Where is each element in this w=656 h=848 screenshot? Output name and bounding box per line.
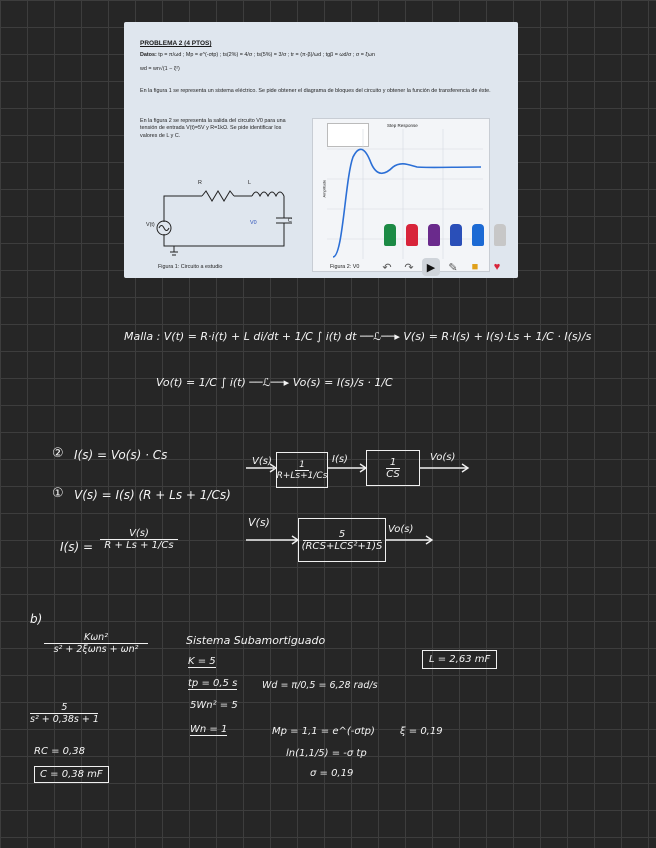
eq-1: V(s) = I(s) (R + Ls + 1/Cs) [74,488,231,502]
part-b-label: b) [30,612,43,626]
k-equation: K = 5 [188,656,216,667]
redo-icon[interactable]: ↷ [404,261,414,274]
label-vt: V(t) [146,222,155,228]
inductor-symbol [252,192,284,196]
step-response-plot [312,118,490,272]
is-fraction [100,528,178,551]
tf-5-den: s² + 0,38s + 1 [30,714,99,725]
bd1-block-1-den: R+Ls+1/Cs [276,470,328,481]
c-result-box: C = 0,38 mF [34,766,109,783]
label-l: L [248,180,251,186]
l-result-box: L = 2,63 mF [422,650,497,669]
wd-equation: Wd = π/0,5 = 6,28 rad/s [262,680,378,691]
marker-purple[interactable] [428,224,440,246]
general-tf [44,632,148,655]
eq-2-number: ② [52,446,64,461]
sigma-equation: σ = 0,19 [310,768,354,779]
rc-equation: RC = 0,38 [34,746,85,757]
plot-ylabel: Amplitude [321,179,327,198]
bd1-output: Vo(s) [430,452,456,463]
problem-statement-image [124,22,518,278]
bd2-block [298,518,386,562]
bd1-block-1-num: 1 [295,460,309,471]
marker-blue[interactable] [450,224,462,246]
datos-line-2: wd = wn√(1 − ξ²) [140,66,180,72]
bd1-intermediate: I(s) [332,454,348,465]
label-vo: V0 [250,220,257,226]
problem-title: PROBLEMA 2 (4 PTOS) [140,40,212,47]
bd1-block-2 [366,450,420,486]
tf-5 [30,702,99,725]
bd2-block-num: 5 [303,529,381,541]
label-c: C [288,218,292,224]
bd2-output: Vo(s) [388,524,414,535]
tf-5-num: 5 [30,702,98,714]
step-response-curve [313,119,489,271]
circuit-diagram [144,174,304,264]
system-type: Sistema Subamortiguado [186,634,326,647]
ln-equation: ln(1,1/5) = -σ tp [286,748,367,759]
is-numerator: V(s) [100,528,178,540]
eq-2: I(s) = Vo(s) · Cs [74,448,168,462]
undo-icon[interactable]: ↶ [382,261,392,274]
tp-equation: tp = 0,5 s [188,678,238,689]
is-denominator: R + Ls + 1/Cs [104,540,174,551]
paragraph-1: En la figura 1 se representa un sistema eléctrico. Se pide obtener el diagrama de bloques del circuito y obtener la función de transferencia de éste. [140,88,491,94]
bd1-block-2-num: 1 [386,457,400,469]
pen-icon[interactable]: ✎ [448,261,458,274]
label-r: R [198,180,202,186]
datos-formulas: tp = π/ωd ; Mp = e^(-σtp) ; ts(2%) = 4/σ ; ts(5%) = 3/σ ; tr = (π-β)/ωd ; tgβ = ωd/σ ; σ = ξωn [158,52,375,58]
general-tf-num: Kωn² [44,632,148,644]
marker-palette [382,222,516,248]
vo-equation: Vo(t) = 1/C ∫ i(t) ──ℒ──▸ Vo(s) = I(s)/s · 1/C [156,376,393,389]
is-lhs: I(s) = [60,540,94,554]
marker-lightblue[interactable] [472,224,484,246]
wn-equation: Wn = 1 [190,724,228,735]
drawing-toolbar [378,256,514,278]
marker-green[interactable] [384,224,396,246]
resistor-symbol [202,191,234,201]
bd1-input: V(s) [252,456,272,467]
bd2-input: V(s) [248,516,270,529]
plot-title: Step Response [387,123,418,128]
heart-icon[interactable]: ♥ [493,261,501,273]
figure-1-caption: Figura 1: Circuito a estudio [158,264,223,270]
eq-1-number: ① [52,486,64,501]
bd2-block-den: (RCS+LCS²+1)S [301,540,383,552]
mp-equation: Mp = 1,1 = e^(-σtp) [272,726,375,737]
marker-white[interactable] [494,224,506,246]
kwn-equation: 5Wn² = 5 [190,700,238,711]
datos-line-1 [140,52,510,59]
bd1-block-1 [276,452,328,488]
marker-red[interactable] [406,224,418,246]
pointer-icon[interactable]: ▶ [422,258,440,276]
paragraph-2: En la figura 2 se representa la salida del circuito V0 para una tensión de entrada V(t)=5V y R=1kΩ. Se pide identificar los valores de L y C. [140,118,286,139]
bd1-block-2-den: CS [386,468,400,480]
mesh-equation: Malla : V(t) = R·i(t) + L di/dt + 1/C ∫ i(t) dt ──ℒ──▸ V(s) = R·I(s) + I(s)·Ls + 1/C · I(s)/s [124,330,592,343]
sticky-note-icon[interactable]: ■ [471,261,479,273]
general-tf-den: s² + 2ξωns + ωn² [53,644,139,655]
xi-equation: ξ = 0,19 [400,726,443,737]
figure-2-caption: Figura 2: V0 [330,264,360,270]
datos-label: Datos: [140,52,157,58]
